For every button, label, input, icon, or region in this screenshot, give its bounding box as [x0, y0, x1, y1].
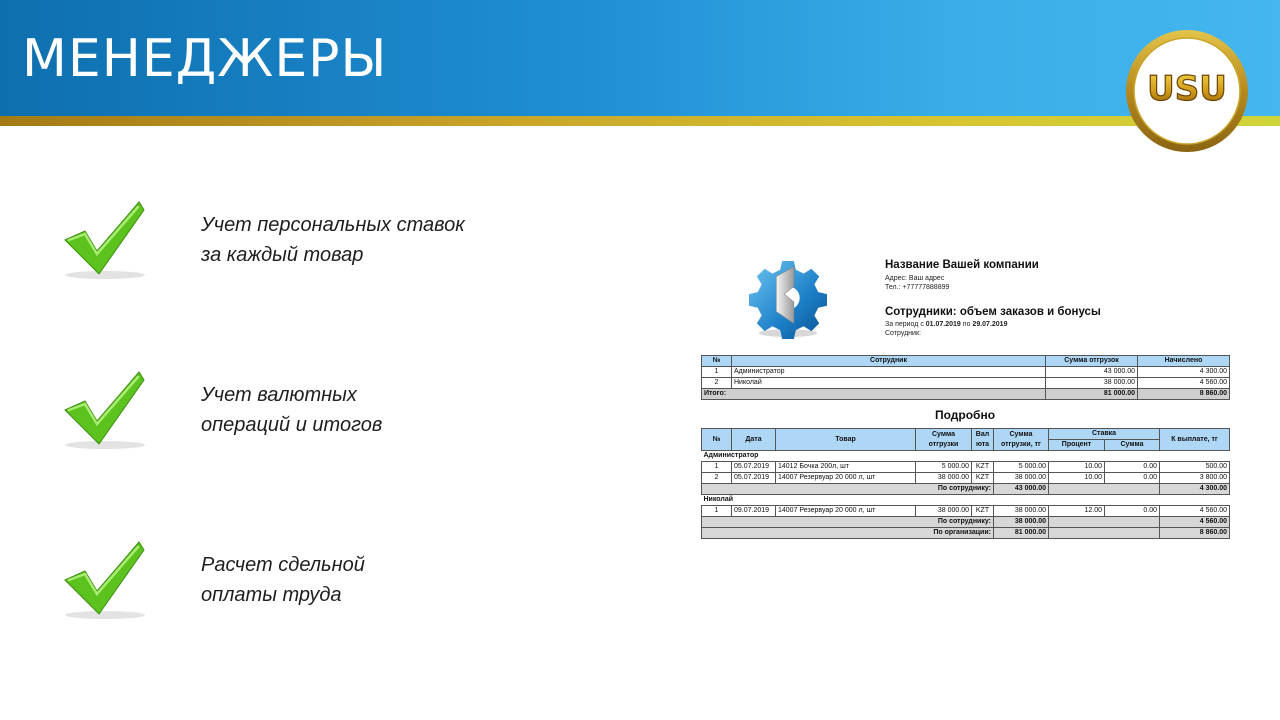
- header-bar: [0, 0, 1280, 116]
- header-stripe: [0, 116, 1280, 126]
- gear-logo-icon: [749, 255, 827, 341]
- table-row: 2 Николай 38 000.00 4 560.00: [702, 378, 1230, 389]
- group-row: Администратор: [702, 451, 1230, 462]
- company-contacts: Адрес: Ваш адрес Тел.: +77777888899: [885, 275, 950, 291]
- usu-logo: [1124, 28, 1250, 154]
- group-row: Николай: [702, 495, 1230, 506]
- table-row: 1 09.07.2019 14007 Резервуар 20 000 л, шт 38 000.00 KZT 38 000.00 12.00 0.00 4 560.00: [702, 506, 1230, 517]
- checkmark-icon: [60, 540, 150, 624]
- table-row: 2 05.07.2019 14007 Резервуар 20 000 л, шт 38 000.00 KZT 38 000.00 10.00 0.00 3 800.00: [702, 473, 1230, 484]
- feature-item: [60, 200, 520, 290]
- report-title: Сотрудники: объем заказов и бонусы: [885, 306, 1101, 318]
- org-total-row: По организации: 81 000.00 8 860.00: [702, 528, 1230, 539]
- feature-item: [60, 370, 520, 460]
- table-header-row: № Дата Товар Сумма отгрузки Вал юта Сумма отгрузки, тг Ставка К выплате, тг: [702, 429, 1230, 440]
- company-name: Название Вашей компании: [885, 259, 1039, 271]
- checkmark-icon: [60, 370, 150, 454]
- section-title: Подробно: [934, 408, 996, 422]
- subtotal-row: По сотруднику: 43 000.00 4 300.00: [702, 484, 1230, 495]
- detail-table: [701, 428, 1230, 539]
- table-subheader-row: Процент Сумма: [702, 440, 1230, 451]
- feature-text: Учет персональных ставок за каждый товар: [201, 214, 465, 266]
- table-header-row: № Сотрудник Сумма отгрузок Начислено: [702, 356, 1230, 367]
- table-row: 1 05.07.2019 14012 Бочка 200л, шт 5 000.00 KZT 5 000.00 10.00 0.00 500.00: [702, 462, 1230, 473]
- feature-text: Расчет сдельной оплаты труда: [201, 554, 365, 606]
- subtotal-row: По сотруднику: 38 000.00 4 560.00: [702, 517, 1230, 528]
- report-document: [701, 250, 1230, 550]
- summary-table: [701, 355, 1230, 400]
- page-title: МЕНЕДЖЕРЫ: [22, 29, 388, 89]
- table-row: 1 Администратор 43 000.00 4 300.00: [702, 367, 1230, 378]
- feature-item: [60, 540, 520, 630]
- report-period: За период с 01.07.2019 по 29.07.2019 Сотрудник:: [885, 321, 1008, 337]
- checkmark-icon: [60, 200, 150, 284]
- svg-text:USU: USU: [1147, 69, 1227, 109]
- feature-text: Учет валютных операций и итогов: [201, 384, 383, 436]
- table-total-row: Итого: 81 000.00 8 860.00: [702, 389, 1230, 400]
